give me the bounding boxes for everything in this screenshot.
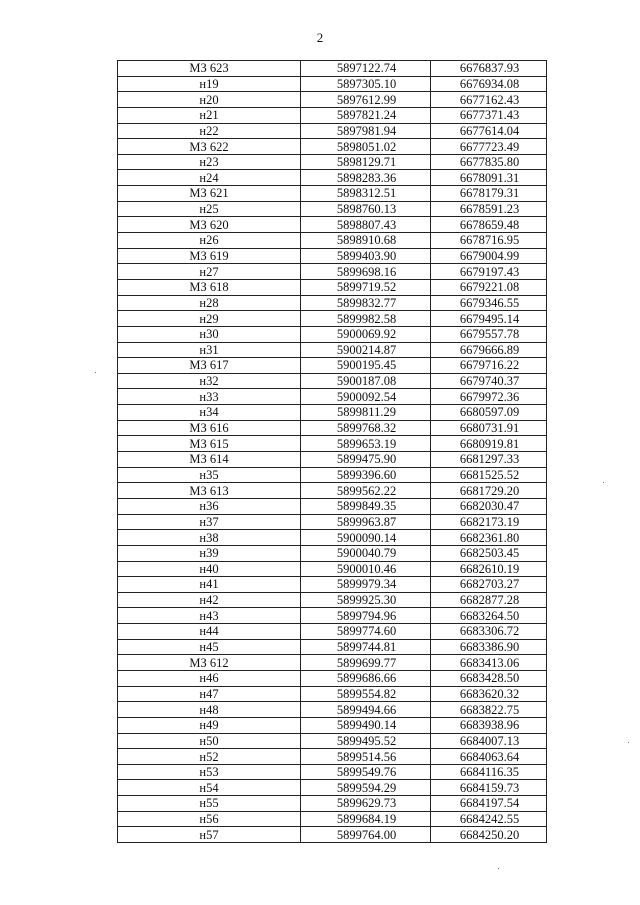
x-coordinate-cell: 5899698.16 [301, 264, 431, 280]
point-name-cell: н19 [118, 76, 301, 92]
x-coordinate-cell: 5899653.19 [301, 436, 431, 452]
y-coordinate-cell: 6678179.31 [431, 186, 547, 202]
y-coordinate-cell: 6679221.08 [431, 279, 547, 295]
point-name-cell: н57 [118, 827, 301, 843]
point-name-cell: н55 [118, 796, 301, 812]
point-name-cell: н22 [118, 123, 301, 139]
y-coordinate-cell: 6681297.33 [431, 452, 547, 468]
table-row [118, 624, 547, 640]
table-row [118, 233, 547, 249]
table-row [118, 61, 547, 77]
point-name-cell: н41 [118, 577, 301, 593]
x-coordinate-cell: 5900069.92 [301, 326, 431, 342]
y-coordinate-cell: 6678716.95 [431, 233, 547, 249]
table-row [118, 686, 547, 702]
x-coordinate-cell: 5899403.90 [301, 248, 431, 264]
table-row [118, 389, 547, 405]
x-coordinate-cell: 5899629.73 [301, 796, 431, 812]
table-row [118, 311, 547, 327]
table-row [118, 342, 547, 358]
y-coordinate-cell: 6682503.45 [431, 545, 547, 561]
point-name-cell: МЗ 619 [118, 248, 301, 264]
table-row [118, 436, 547, 452]
table-row [118, 279, 547, 295]
table-row [118, 92, 547, 108]
y-coordinate-cell: 6677723.49 [431, 139, 547, 155]
table-row [118, 295, 547, 311]
point-name-cell: н52 [118, 749, 301, 765]
point-name-cell: МЗ 616 [118, 420, 301, 436]
point-name-cell: н48 [118, 702, 301, 718]
point-name-cell: МЗ 617 [118, 358, 301, 374]
y-coordinate-cell: 6678659.48 [431, 217, 547, 233]
y-coordinate-cell: 6680597.09 [431, 405, 547, 421]
y-coordinate-cell: 6677371.43 [431, 107, 547, 123]
x-coordinate-cell: 5899774.60 [301, 624, 431, 640]
point-name-cell: МЗ 622 [118, 139, 301, 155]
x-coordinate-cell: 5899554.82 [301, 686, 431, 702]
x-coordinate-cell: 5897305.10 [301, 76, 431, 92]
point-name-cell: МЗ 614 [118, 452, 301, 468]
x-coordinate-cell: 5897122.74 [301, 61, 431, 77]
point-name-cell: н26 [118, 233, 301, 249]
y-coordinate-cell: 6682703.27 [431, 577, 547, 593]
y-coordinate-cell: 6683620.32 [431, 686, 547, 702]
point-name-cell: н34 [118, 405, 301, 421]
y-coordinate-cell: 6682030.47 [431, 498, 547, 514]
y-coordinate-cell: 6684116.35 [431, 764, 547, 780]
y-coordinate-cell: 6677162.43 [431, 92, 547, 108]
table-row [118, 545, 547, 561]
y-coordinate-cell: 6683264.50 [431, 608, 547, 624]
table-row [118, 717, 547, 733]
table-row [118, 154, 547, 170]
table-row [118, 264, 547, 280]
y-coordinate-cell: 6683306.72 [431, 624, 547, 640]
table-row [118, 608, 547, 624]
table-row [118, 733, 547, 749]
table-row [118, 186, 547, 202]
x-coordinate-cell: 5898807.43 [301, 217, 431, 233]
y-coordinate-cell: 6683413.06 [431, 655, 547, 671]
table-row [118, 201, 547, 217]
point-name-cell: н27 [118, 264, 301, 280]
point-name-cell: н43 [118, 608, 301, 624]
point-name-cell: н23 [118, 154, 301, 170]
x-coordinate-cell: 5899744.81 [301, 639, 431, 655]
point-name-cell: н56 [118, 811, 301, 827]
x-coordinate-cell: 5899925.30 [301, 592, 431, 608]
x-coordinate-cell: 5899684.19 [301, 811, 431, 827]
x-coordinate-cell: 5899794.96 [301, 608, 431, 624]
x-coordinate-cell: 5897612.99 [301, 92, 431, 108]
table-row [118, 639, 547, 655]
x-coordinate-cell: 5900040.79 [301, 545, 431, 561]
table-row [118, 592, 547, 608]
x-coordinate-cell: 5899768.32 [301, 420, 431, 436]
y-coordinate-cell: 6678591.23 [431, 201, 547, 217]
x-coordinate-cell: 5899982.58 [301, 311, 431, 327]
point-name-cell: н36 [118, 498, 301, 514]
table-row [118, 514, 547, 530]
point-name-cell: н30 [118, 326, 301, 342]
point-name-cell: н20 [118, 92, 301, 108]
table-row [118, 780, 547, 796]
y-coordinate-cell: 6681525.52 [431, 467, 547, 483]
x-coordinate-cell: 5899490.14 [301, 717, 431, 733]
x-coordinate-cell: 5899832.77 [301, 295, 431, 311]
x-coordinate-cell: 5899963.87 [301, 514, 431, 530]
y-coordinate-cell: 6679740.37 [431, 373, 547, 389]
point-name-cell: н37 [118, 514, 301, 530]
y-coordinate-cell: 6679972.36 [431, 389, 547, 405]
table-row [118, 170, 547, 186]
y-coordinate-cell: 6679346.55 [431, 295, 547, 311]
point-name-cell: н40 [118, 561, 301, 577]
point-name-cell: МЗ 612 [118, 655, 301, 671]
x-coordinate-cell: 5898910.68 [301, 233, 431, 249]
x-coordinate-cell: 5898760.13 [301, 201, 431, 217]
x-coordinate-cell: 5900214.87 [301, 342, 431, 358]
x-coordinate-cell: 5897981.94 [301, 123, 431, 139]
point-name-cell: н42 [118, 592, 301, 608]
x-coordinate-cell: 5900010.46 [301, 561, 431, 577]
x-coordinate-cell: 5898283.36 [301, 170, 431, 186]
y-coordinate-cell: 6683822.75 [431, 702, 547, 718]
table-row [118, 811, 547, 827]
point-name-cell: н29 [118, 311, 301, 327]
table-row [118, 76, 547, 92]
table-row [118, 123, 547, 139]
point-name-cell: МЗ 620 [118, 217, 301, 233]
point-name-cell: н31 [118, 342, 301, 358]
y-coordinate-cell: 6684197.54 [431, 796, 547, 812]
table-row [118, 530, 547, 546]
point-name-cell: н46 [118, 670, 301, 686]
x-coordinate-cell: 5899811.29 [301, 405, 431, 421]
x-coordinate-cell: 5899849.35 [301, 498, 431, 514]
x-coordinate-cell: 5899979.34 [301, 577, 431, 593]
table-row [118, 107, 547, 123]
y-coordinate-cell: 6682877.28 [431, 592, 547, 608]
x-coordinate-cell: 5900090.14 [301, 530, 431, 546]
table-row [118, 702, 547, 718]
point-name-cell: н28 [118, 295, 301, 311]
table-row [118, 420, 547, 436]
y-coordinate-cell: 6679557.78 [431, 326, 547, 342]
y-coordinate-cell: 6684250.20 [431, 827, 547, 843]
table-row [118, 561, 547, 577]
table-row [118, 670, 547, 686]
x-coordinate-cell: 5898312.51 [301, 186, 431, 202]
point-name-cell: н32 [118, 373, 301, 389]
y-coordinate-cell: 6682361.80 [431, 530, 547, 546]
y-coordinate-cell: 6679495.14 [431, 311, 547, 327]
y-coordinate-cell: 6683386.90 [431, 639, 547, 655]
point-name-cell: н44 [118, 624, 301, 640]
point-name-cell: МЗ 623 [118, 61, 301, 77]
table-row [118, 405, 547, 421]
table-row [118, 749, 547, 765]
y-coordinate-cell: 6682173.19 [431, 514, 547, 530]
point-name-cell: н25 [118, 201, 301, 217]
scan-speck [95, 372, 96, 373]
x-coordinate-cell: 5899719.52 [301, 279, 431, 295]
point-name-cell: н54 [118, 780, 301, 796]
y-coordinate-cell: 6684063.64 [431, 749, 547, 765]
x-coordinate-cell: 5899699.77 [301, 655, 431, 671]
scan-speck [498, 868, 499, 869]
y-coordinate-cell: 6683938.96 [431, 717, 547, 733]
y-coordinate-cell: 6678091.31 [431, 170, 547, 186]
table-row [118, 139, 547, 155]
y-coordinate-cell: 6683428.50 [431, 670, 547, 686]
point-name-cell: н21 [118, 107, 301, 123]
x-coordinate-cell: 5899686.66 [301, 670, 431, 686]
x-coordinate-cell: 5899549.76 [301, 764, 431, 780]
table-row [118, 452, 547, 468]
x-coordinate-cell: 5900092.54 [301, 389, 431, 405]
scan-speck [603, 482, 604, 483]
y-coordinate-cell: 6680919.81 [431, 436, 547, 452]
x-coordinate-cell: 5897821.24 [301, 107, 431, 123]
y-coordinate-cell: 6679004.99 [431, 248, 547, 264]
x-coordinate-cell: 5898051.02 [301, 139, 431, 155]
y-coordinate-cell: 6684007.13 [431, 733, 547, 749]
point-name-cell: МЗ 618 [118, 279, 301, 295]
table-row [118, 796, 547, 812]
y-coordinate-cell: 6677835.80 [431, 154, 547, 170]
point-name-cell: н35 [118, 467, 301, 483]
scan-speck [628, 742, 629, 743]
table-row [118, 764, 547, 780]
x-coordinate-cell: 5899764.00 [301, 827, 431, 843]
y-coordinate-cell: 6680731.91 [431, 420, 547, 436]
point-name-cell: н39 [118, 545, 301, 561]
x-coordinate-cell: 5899494.66 [301, 702, 431, 718]
x-coordinate-cell: 5899562.22 [301, 483, 431, 499]
point-name-cell: н38 [118, 530, 301, 546]
y-coordinate-cell: 6679666.89 [431, 342, 547, 358]
point-name-cell: н49 [118, 717, 301, 733]
x-coordinate-cell: 5899495.52 [301, 733, 431, 749]
table-row [118, 373, 547, 389]
y-coordinate-cell: 6676837.93 [431, 61, 547, 77]
point-name-cell: МЗ 615 [118, 436, 301, 452]
table-row [118, 467, 547, 483]
x-coordinate-cell: 5900187.08 [301, 373, 431, 389]
x-coordinate-cell: 5899594.29 [301, 780, 431, 796]
point-name-cell: н53 [118, 764, 301, 780]
table-row [118, 655, 547, 671]
point-name-cell: н47 [118, 686, 301, 702]
y-coordinate-cell: 6684159.73 [431, 780, 547, 796]
point-name-cell: МЗ 613 [118, 483, 301, 499]
point-name-cell: МЗ 621 [118, 186, 301, 202]
y-coordinate-cell: 6676934.08 [431, 76, 547, 92]
y-coordinate-cell: 6681729.20 [431, 483, 547, 499]
table-row [118, 827, 547, 843]
y-coordinate-cell: 6682610.19 [431, 561, 547, 577]
table-row [118, 217, 547, 233]
table-row [118, 483, 547, 499]
table-row [118, 248, 547, 264]
point-name-cell: н50 [118, 733, 301, 749]
table-row [118, 577, 547, 593]
point-name-cell: н45 [118, 639, 301, 655]
y-coordinate-cell: 6677614.04 [431, 123, 547, 139]
table-row [118, 358, 547, 374]
x-coordinate-cell: 5899514.56 [301, 749, 431, 765]
point-name-cell: н24 [118, 170, 301, 186]
x-coordinate-cell: 5898129.71 [301, 154, 431, 170]
y-coordinate-cell: 6679716.22 [431, 358, 547, 374]
y-coordinate-cell: 6679197.43 [431, 264, 547, 280]
point-name-cell: н33 [118, 389, 301, 405]
x-coordinate-cell: 5900195.45 [301, 358, 431, 374]
x-coordinate-cell: 5899475.90 [301, 452, 431, 468]
table-row [118, 326, 547, 342]
table-row [118, 498, 547, 514]
y-coordinate-cell: 6684242.55 [431, 811, 547, 827]
coordinates-table-body [118, 61, 547, 843]
x-coordinate-cell: 5899396.60 [301, 467, 431, 483]
page-number: 2 [316, 30, 324, 45]
coordinates-table [117, 60, 547, 843]
